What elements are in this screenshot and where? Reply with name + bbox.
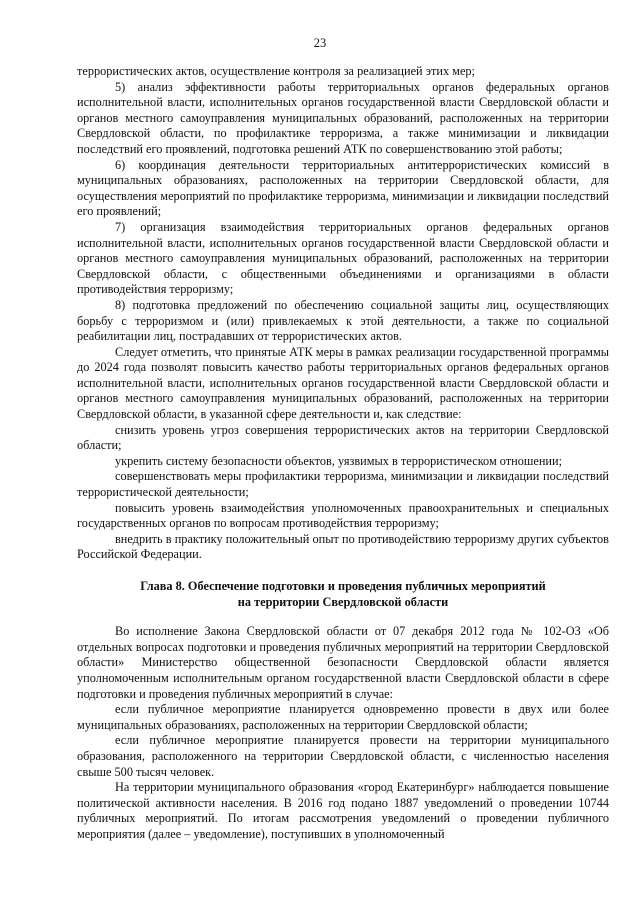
- paragraph: 8) подготовка предложений по обеспечению социальной защиты лиц, осуществляющих борьбу с терроризмом и (или) привлекаемых к этой деятельности, а также по социальной реабилитации лиц, пострадавших от террористических актов.: [77, 297, 609, 344]
- paragraph: 5) анализ эффективности работы территориальных органов федеральных органов исполнительной власти, исполнительных органов государственной власти Свердловской области и органов местного самоуправления муниципальных образований, расположенных на территории Свердловской области, по профилактике терроризма, а также минимизации и ликвидации последствий его проявлений, подготовка решений АТК по совершенствованию этой работы;: [77, 79, 609, 156]
- paragraph: если публичное мероприятие планируется провести на территории муниципального образования, расположенного на территории Свердловской области, с численностью населения свыше 500 тысяч человек.: [77, 733, 609, 779]
- paragraph: укрепить систему безопасности объектов, уязвимых в террористическом отношении;: [115, 453, 562, 468]
- paragraph: повысить уровень взаимодействия уполномоченных правоохранительных и специальных государственных органов по вопросам противодействия терроризму;: [77, 500, 609, 531]
- paragraph: внедрить в практику положительный опыт по противодействию терроризму других субъектов Российской Федерации.: [77, 531, 609, 562]
- paragraph: На территории муниципального образования «город Екатеринбург» наблюдается повышение политической активности населения. В 2016 год подано 1887 уведомлений о проведении 10744 публичных мероприятий. По итогам рассмотрения уведомлений о проведении публичного мероприятия (далее – уведомление), поступивших в уполномоченный: [77, 780, 609, 841]
- paragraph: 7) организация взаимодействия территориальных органов федеральных органов исполнительной власти, исполнительных органов государственной власти Свердловской области и органов местного самоуправления муниципальных образований, расположенных на территории Свердловской области, с общественными объединениями и организациями в области противодействия терроризму;: [77, 219, 609, 297]
- paragraph: совершенствовать меры профилактики терроризма, минимизации и ликвидации последствий террористической деятельности;: [77, 469, 609, 500]
- chapter-heading-line-2: на территории Свердловской области: [237, 594, 449, 609]
- paragraph: 6) координация деятельности территориальных антитеррористических комиссий в муниципальных образованиях, расположенных на территории Свердловской области, для осуществления мероприятий по профилактике терроризма, минимизации и ликвидации последствий его проявлений;: [77, 157, 609, 219]
- chapter-heading: [77, 579, 609, 610]
- paragraph: террористических актов, осуществление контроля за реализацией этих мер;: [77, 64, 475, 78]
- page-number: 23: [313, 36, 327, 50]
- paragraph: если публичное мероприятие планируется одновременно провести в двух или более муниципальных образованиях, расположенных на территории Свердловской области;: [77, 702, 609, 732]
- paragraph: снизить уровень угроз совершения террористических актов на территории Свердловской области;: [77, 422, 609, 453]
- chapter-heading-line-1: Глава 8. Обеспечение подготовки и проведения публичных мероприятий: [140, 579, 546, 593]
- paragraph: Следует отметить, что принятые АТК меры в рамках реализации государственной программы до 2024 года позволят повысить качество работы территориальных органов федеральных органов исполнительной власти, исполнительных органов государственной власти Свердловской области и органов местного самоуправления муниципальных образований, расположенных на территории Свердловской области, в указанной сфере деятельности и, как следствие:: [77, 344, 609, 422]
- paragraph: Во исполнение Закона Свердловской области от 07 декабря 2012 года № 102-ОЗ «Об отдельных вопросах подготовки и проведения публичных мероприятий на территории Свердловской области» Министерство общественной безопасности Свердловской области является уполномоченным исполнительным органом государственной власти Свердловской области в сфере подготовки и проведения публичных мероприятий в случае:: [77, 624, 609, 701]
- document-body: [77, 64, 609, 843]
